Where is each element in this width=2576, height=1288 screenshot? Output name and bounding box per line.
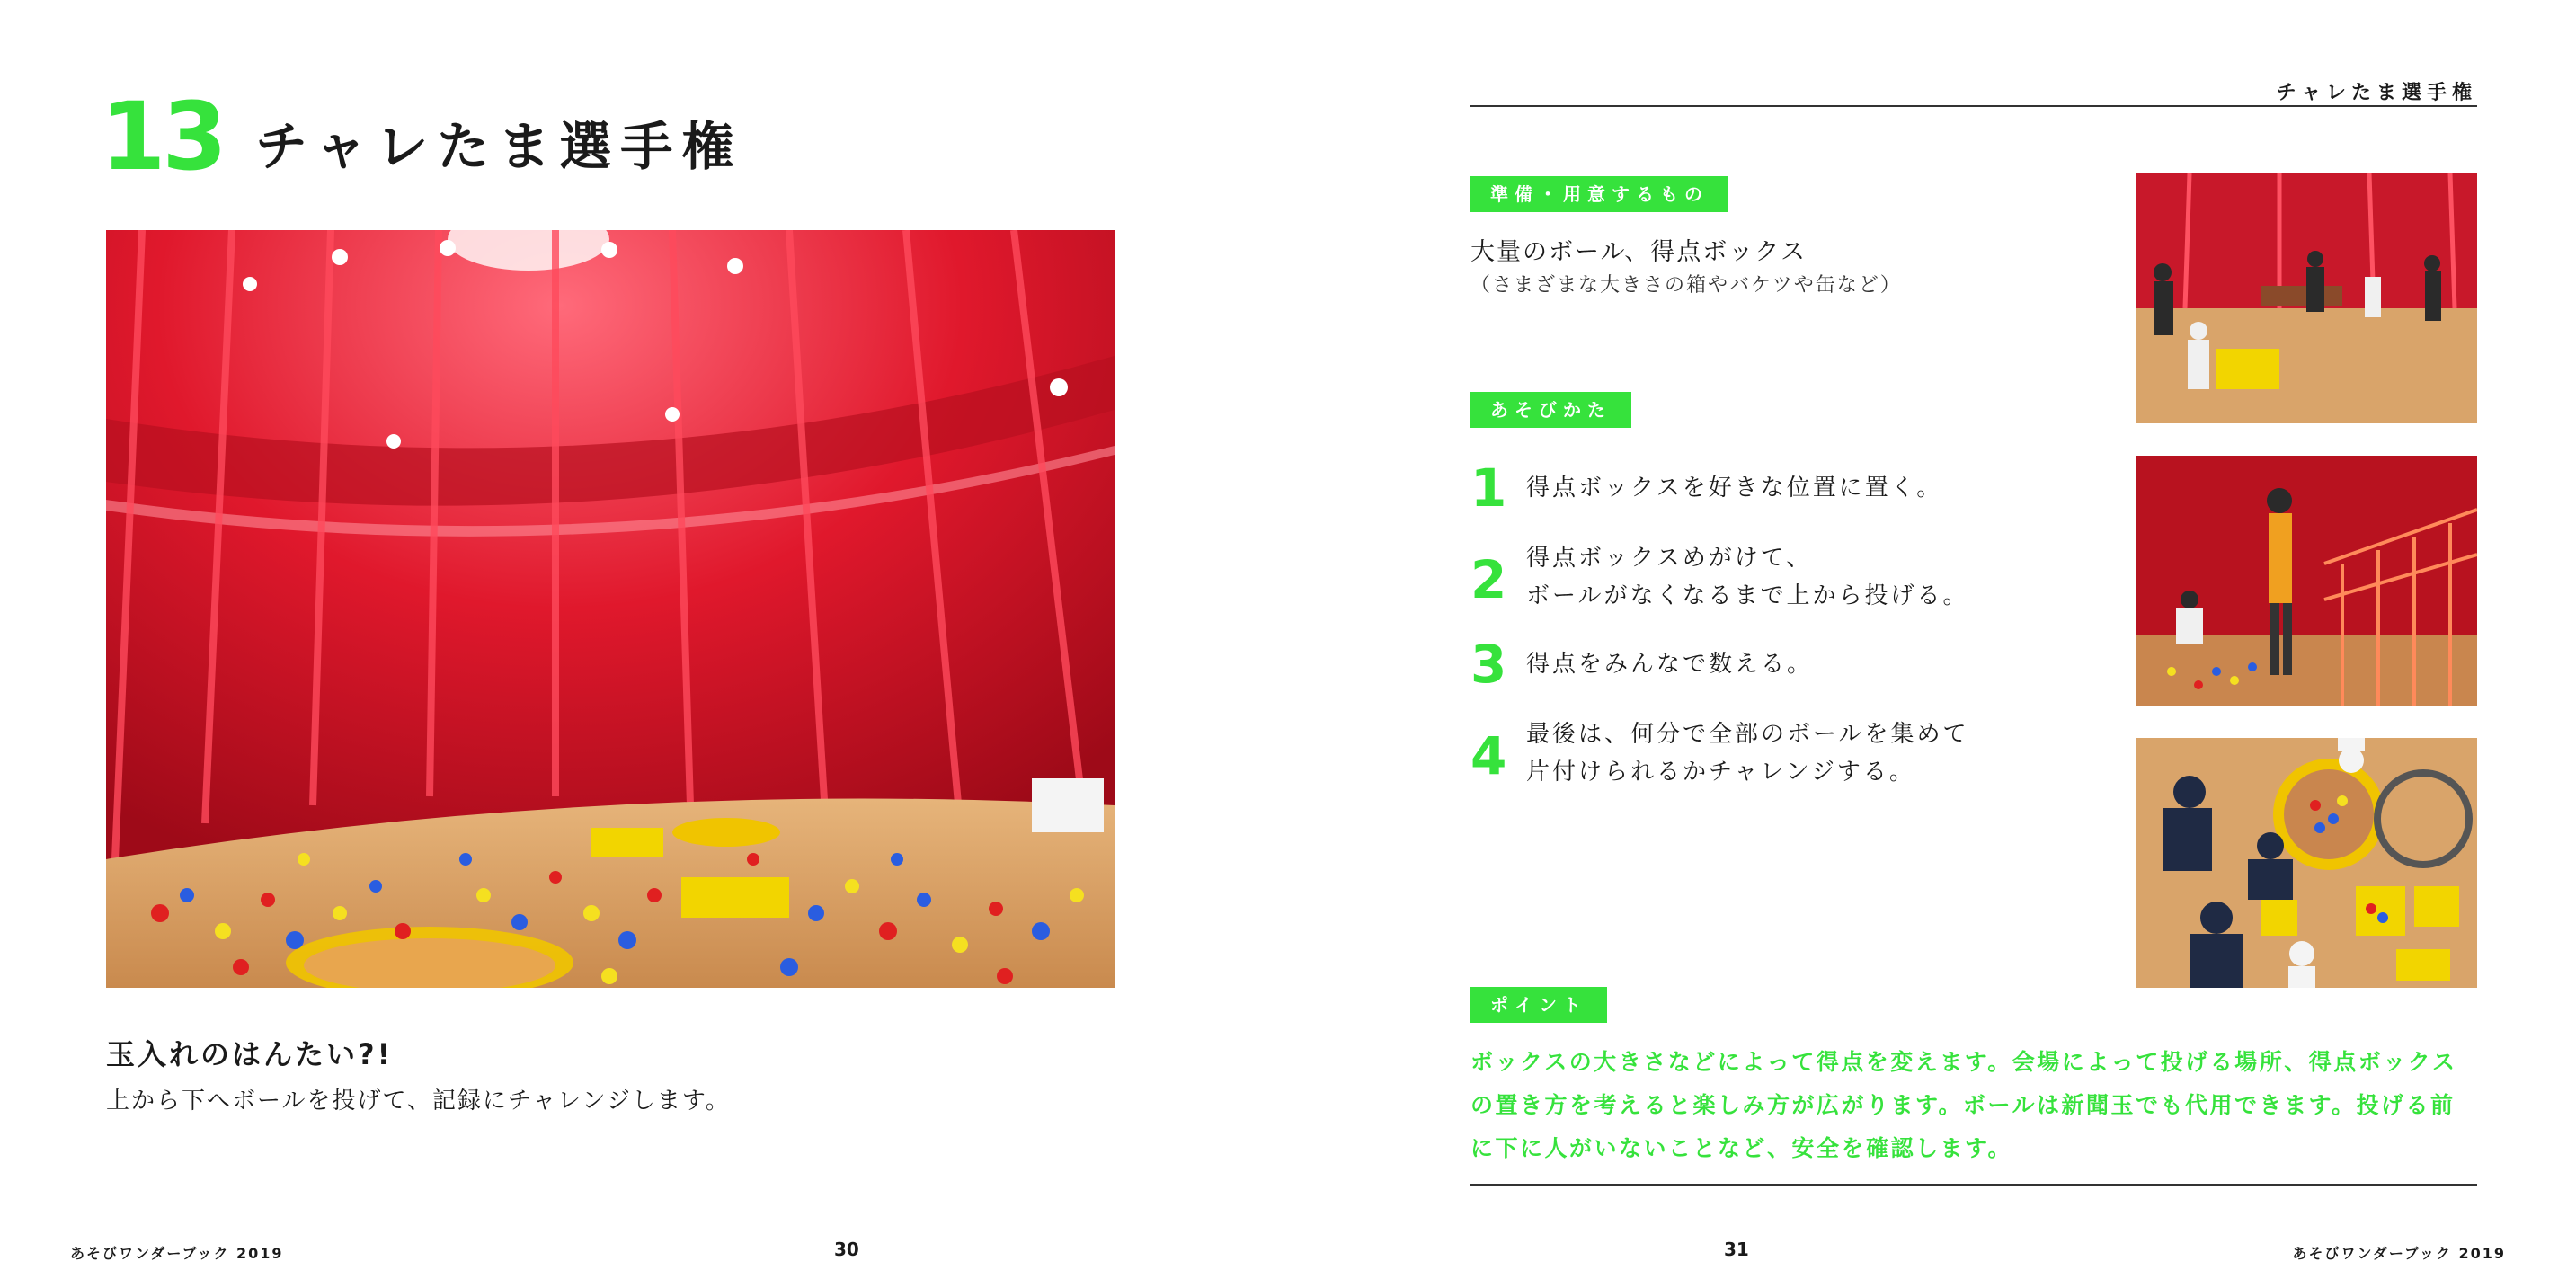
description: 上から下へボールを投げて、記録にチャレンジします。 (106, 1088, 731, 1115)
photo-child-throwing (2136, 456, 2477, 706)
step-line: 片付けられるかチャレンジする。 (1526, 759, 1915, 786)
materials-note: （さまざまな大きさの箱やバケツや缶など） (1470, 274, 1902, 297)
howto-label: あそびかた (1470, 392, 1631, 428)
photo-kids-carrying-box (2136, 173, 2477, 423)
step-number: 2 (1470, 549, 1507, 610)
step-line: 得点ボックスめがけて、 (1526, 545, 1813, 572)
footer-book-title-left: あそびワンダーブック 2019 (70, 1245, 284, 1262)
step-text (1526, 645, 1813, 683)
step-line: 得点をみんなで数える。 (1526, 651, 1814, 678)
point-label: ポイント (1470, 987, 1607, 1023)
materials-label: 準備・用意するもの (1470, 176, 1728, 212)
step-text (1526, 715, 1968, 791)
footer-book-title-right: あそびワンダーブック 2019 (2292, 1245, 2506, 1262)
step-text (1526, 539, 1968, 615)
photo-overhead-boxes (2136, 738, 2477, 988)
page-number-left: 30 (834, 1239, 859, 1260)
step-line: ボールがなくなるまで上から投げる。 (1526, 582, 1969, 609)
step-number: 1 (1470, 457, 1507, 519)
step-number: 4 (1470, 725, 1507, 786)
point-text: ボックスの大きさなどによって得点を変えます。会場によって投げる場所、得点ボックスの置き方を考えると楽しみ方が広がります。ボールは新聞玉でも代用できます。投げる前に下に人がいないことなど、安全を確認します。 (1470, 1049, 2457, 1161)
main-photo (106, 230, 1115, 988)
chapter-title: チャレたま選手権 (255, 116, 743, 177)
bottom-rule (1470, 1184, 2477, 1186)
subheading: 玉入れのはんたい?! (106, 1037, 394, 1071)
running-title: チャレたま選手権 (2276, 82, 2477, 104)
materials-text: 大量のボール、得点ボックス (1470, 238, 1808, 266)
step-line: 得点ボックスを好きな位置に置く。 (1526, 475, 1943, 502)
step-text (1526, 469, 1942, 507)
top-rule (1470, 105, 2477, 107)
chapter-number: 13 (101, 82, 224, 191)
step-number: 3 (1470, 634, 1507, 695)
step-line: 最後は、何分で全部のボールを集めて (1526, 721, 1969, 748)
page-number-right: 31 (1724, 1239, 1749, 1260)
